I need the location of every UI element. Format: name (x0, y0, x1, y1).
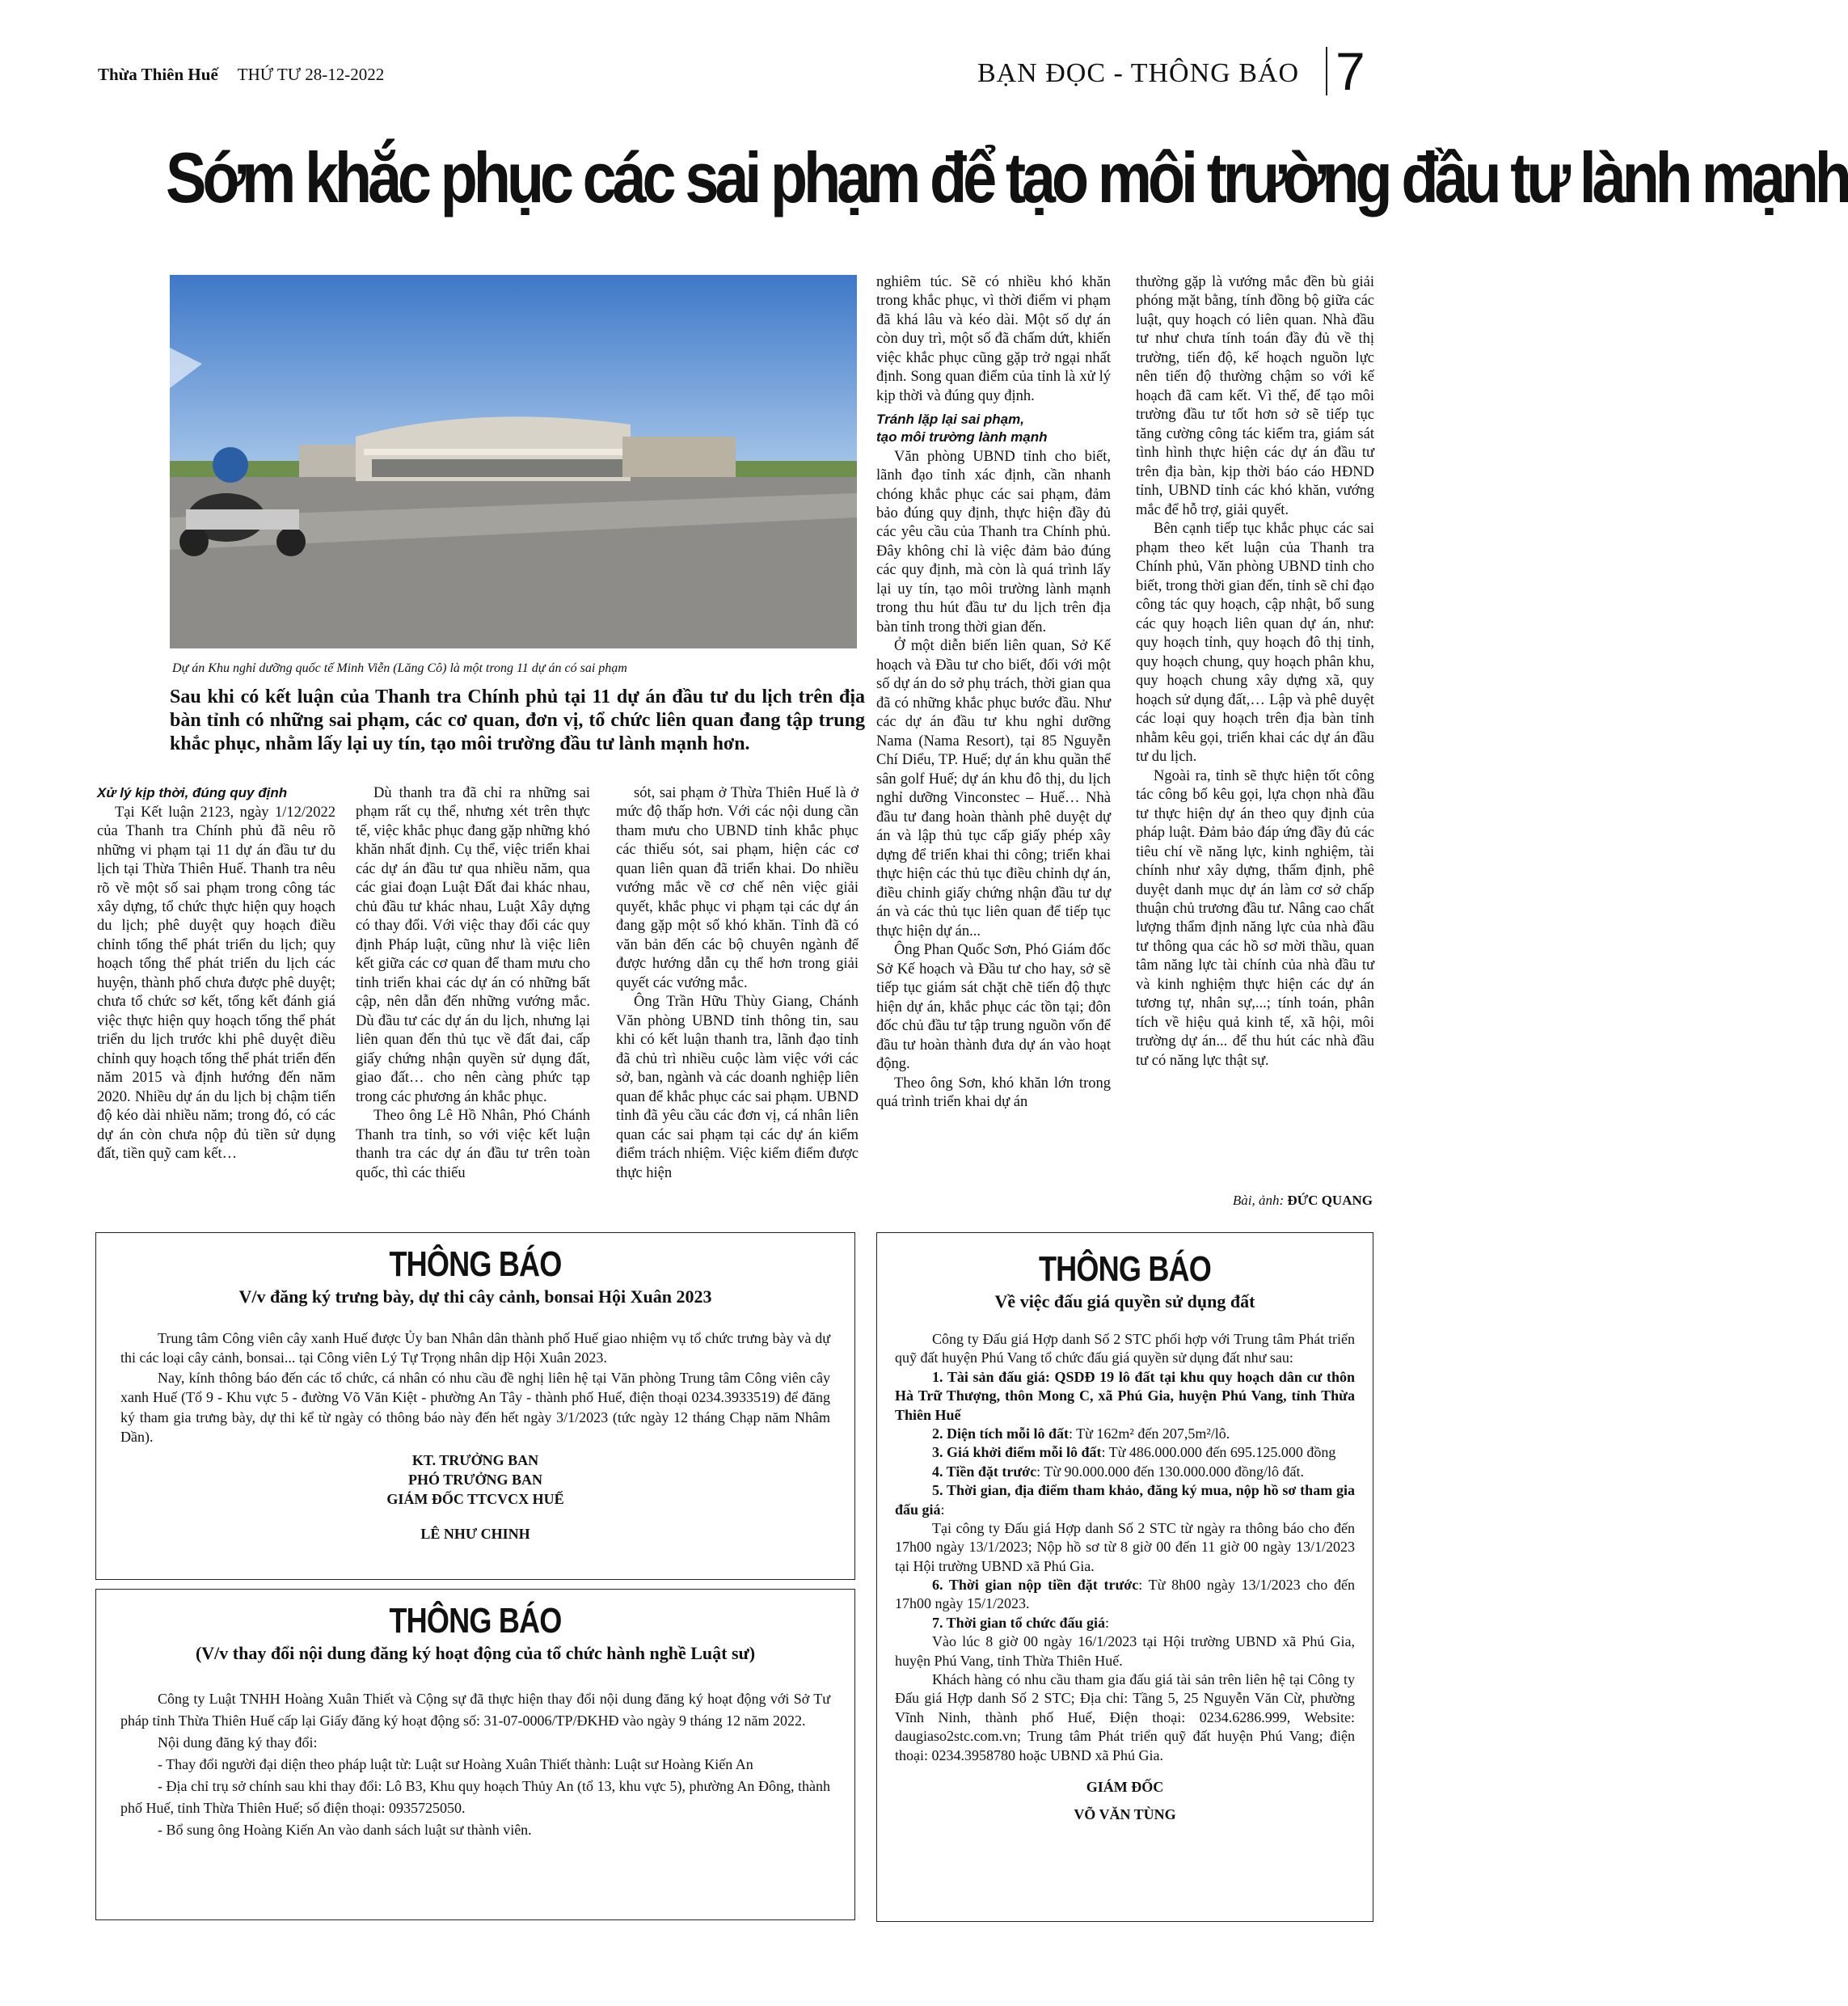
paragraph: Tại công ty Đấu giá Hợp danh Số 2 STC từ ngày ra thông báo cho đến 17h00 ngày 13/1/2023; Nộp hồ sơ từ 8 giờ 00 đến 11 giờ 00 ngày 13/1/2023 tại Hội trường UBND xã Phú Gia. (895, 1519, 1355, 1574)
notice-bonsai (95, 1232, 855, 1580)
paragraph: Bên cạnh tiếp tục khắc phục các sai phạm theo kết luận của Thanh tra Chính phủ, Văn phòng UBND tỉnh cho biết, trong thời gian đến, tỉnh sẽ chỉ đạo công tác quy hoạch, cập nhật, bổ sung các quy hoạch liên quan dự án, như: quy hoạch tỉnh, quy hoạch đô thị tỉnh, quy hoạch chung, quy hoạch phân khu, quy hoạch chung xây dựng xã, quy hoạch sử dụng đất,… Lập và phê duyệt các loại quy hoạch trên địa bàn tỉnh nhằm kêu gọi, triển khai các dự án đầu tư du lịch. (1136, 521, 1374, 766)
masthead (98, 65, 384, 85)
paragraph: Tại Kết luận 2123, ngày 1/12/2022 của Thanh tra Chính phủ đã nêu rõ những vi phạm tại 11 dự án đầu tư du lịch tại Thừa Thiên Huế. Thanh tra nêu rõ về một số sai phạm trong công tác xây dựng, tổ chức thực hiện quy hoạch du lịch; phê duyệt quy hoạch điều chỉnh tổng thể phát triển du lịch; quy hoạch tổng thể phát triển du lịch các huyện, thành phố chưa được phê duyệt; chưa tổ chức sơ kết, tổng kết đánh giá việc thực hiện quy hoạch tổng thể phát triển du lịch trước khi phê duyệt điều chỉnh quy hoạch tổng thể phát triển đến năm 2015 và định hướng đến năm 2020. Nhiều dự án du lịch bị chậm tiến độ kéo dài nhiều năm; trong đó, có các dự án còn chưa nộp đủ tiền sử dụng đất, tiền quỹ cam kết… (97, 804, 335, 1163)
notice-land-auction (876, 1232, 1373, 1922)
paragraph: Ông Trần Hữu Thùy Giang, Chánh Văn phòng UBND tỉnh thông tin, sau khi có kết luận thanh tra, lãnh đạo tỉnh đã chủ trì nhiều cuộc làm việc với các sở, ban, ngành và các doanh nghiệp liên quan để khắc phục các sai phạm. UBND tỉnh đã yêu cầu các đơn vị, cá nhân liên quan các sai phạm tại các dự án kiểm điểm trách nhiệm. Việc kiểm điểm được thực hiện (616, 994, 859, 1181)
paragraph: 5. Thời gian, địa điểm tham khảo, đăng ký mua, nộp hồ sơ tham gia đấu giá: (895, 1482, 1355, 1518)
headline: Sớm khắc phục các sai phạm để tạo môi trường đầu tư lành mạnh (166, 137, 1848, 217)
paragraph: 7. Thời gian tổ chức đấu giá: (932, 1614, 1109, 1631)
paragraph (895, 1425, 1355, 1443)
section-title: BẠN ĐỌC - THÔNG BÁO (977, 58, 1299, 88)
paper-name: Thừa Thiên Huế (98, 65, 218, 84)
item-label: 7. Thời gian tổ chức đấu giá (932, 1614, 1105, 1631)
header-divider (1326, 47, 1327, 95)
item-value: : Từ 90.000.000 đến 130.000.000 đồng/lô đất. (1036, 1463, 1305, 1480)
item-value: : Từ 8h00 ngày 13/1/2023 cho đến 17h00 ngày 15/1/2023. (895, 1577, 1355, 1612)
item-label: 3. Giá khởi điểm mỗi lô đất (932, 1444, 1102, 1461)
paragraph: Nay, kính thông báo đến các tổ chức, cá nhân có nhu cầu đề nghị liên hệ tại Văn phòng Trung tâm Công viên cây xanh Huế (Tổ 9 - Khu vực 5 - đường Võ Văn Kiệt - phường An Tây - thành phố Huế, điện thoại 0234.3933519) để đăng ký tham gia trưng bày, dự thi kể từ ngày có thông báo này đến hết ngày 3/1/2023 (tức ngày 12 tháng Chạp năm Nhâm Dần). (120, 1369, 830, 1446)
notice-body (120, 1328, 830, 1447)
article-column-1 (97, 784, 335, 1164)
signer-name: LÊ NHƯ CHINH (420, 1525, 530, 1542)
paragraph (895, 1463, 1355, 1481)
paragraph: Khách hàng có nhu cầu tham gia đấu giá tài sản trên liên hệ tại Công ty Đấu giá Hợp danh Số 2 STC; Địa chỉ: Tầng 5, 25 Nguyễn Văn Cừ, phường Vĩnh Ninh, thành phố Huế, Điện thoại: 0234.6286.999, Website: daugiaso2stc.com.vn; Trung tâm Phát triển quỹ đất huyện Phú Vang; điện thoại: 0234.3958780 hoặc UBND xã Phú Gia. (895, 1671, 1355, 1763)
paragraph (895, 1576, 1355, 1614)
signer-name: VÕ VĂN TÙNG (1074, 1806, 1176, 1823)
item-label: 6. Thời gian nộp tiền đặt trước (932, 1577, 1139, 1594)
item-value: : Từ 162m² đến 207,5m²/lô. (1069, 1425, 1230, 1442)
byline-author: ĐỨC QUANG (1287, 1193, 1373, 1208)
paragraph: Công ty Luật TNHH Hoàng Xuân Thiết và Cộng sự đã thực hiện thay đổi nội dung đăng ký hoạt động với Sở Tư pháp tỉnh Thừa Thiên Huế cấp lại Giấy đăng ký hoạt động số: 31-07-0006/TP/ĐKHĐ vào ngày 9 tháng 12 năm 2022. (120, 1691, 830, 1729)
byline (1148, 1193, 1373, 1209)
notice-title: THÔNG BÁO (1038, 1249, 1212, 1289)
item-value: : Từ 486.000.000 đến 695.125.000 đồng (1101, 1444, 1336, 1461)
signature-line: KT. TRƯỞNG BAN (411, 1451, 539, 1468)
subheading: Xử lý kịp thời, đúng quy định (97, 785, 288, 800)
paragraph: Theo ông Lê Hồ Nhân, Phó Chánh Thanh tra tỉnh, so với việc kết luận thanh tra các dự án đầu tư trên toàn quốc, thì các thiếu (356, 1108, 590, 1181)
article-column-5 (1136, 273, 1374, 1071)
paragraph: thường gặp là vướng mắc đền bù giải phóng mặt bằng, tính đồng bộ giữa các luật, quy hoạch có liên quan. Nhà đầu tư như chưa tính toán đầy đủ về thị trường, tiến độ, kế hoạch nguồn lực nên tiến độ thường chậm so với kế hoạch đã cam kết. Vì thế, để tạo môi trường đầu tư tốt hơn sở sẽ tiếp tục tăng cường công tác kiểm tra, giám sát tình hình thực hiện các dự án đầu tư trên địa bàn, kịp thời báo cáo HĐND tỉnh, UBND tỉnh các khó khăn, vướng mắc để hỗ trợ, giải quyết. (1136, 274, 1374, 518)
notice-subtitle: Về việc đấu giá quyền sử dụng đất (994, 1291, 1255, 1311)
signature-line: GIÁM ĐỐC (1086, 1778, 1164, 1795)
article-lead: Sau khi có kết luận của Thanh tra Chính phủ tại 11 dự án đầu tư du lịch trên địa bàn tỉnh có những sai phạm, các cơ quan, đơn vị, tổ chức liên quan đang tập trung khắc phục, nhằm lấy lại uy tín, tạo môi trường đầu tư lành mạnh hơn. (170, 686, 865, 754)
item-label: 4. Tiền đặt trước (932, 1463, 1037, 1480)
paragraph: Ông Phan Quốc Sơn, Phó Giám đốc Sở Kế hoạch và Đầu tư cho hay, sở sẽ tiếp tục giám sát chặt chẽ tiến độ thực hiện dự án, khắc phục các tồn tại; đôn đốc chủ đầu tư tập trung nguồn vốn để đầu tư hoàn thành đưa dự án vào hoạt động. (876, 942, 1111, 1073)
paragraph (895, 1443, 1355, 1462)
signature-line: PHÓ TRƯỞNG BAN (407, 1472, 542, 1489)
paragraph: Ngoài ra, tỉnh sẽ thực hiện tốt công tác công bố kêu gọi, lựa chọn nhà đầu tư thực hiện dự án theo quy định của pháp luật. Đảm bảo đáp ứng đầy đủ các tiêu chí về năng lực, kinh nghiệm, tài chính như xây dựng, thẩm định, phê duyệt danh mục dự án làm cơ sở chấp thuận chủ trương đầu tư. Nâng cao chất lượng thẩm định năng lực của nhà đầu tư thông qua các hồ sơ mời thầu, quan tâm năng lực tài chính của nhà đầu tư và kinh nghiệm thực hiện các dự án tương tự, nhân sự,...; tính toán, phân tích về hiệu quả kinh tế, xã hội, môi trường dự án... để thu hút các nhà đầu tư có năng lực thật sự. (1136, 767, 1374, 1069)
article-column-2 (356, 784, 590, 1183)
article-column-3 (616, 784, 859, 1183)
issue-date: THỨ TƯ 28-12-2022 (237, 65, 385, 84)
signature-line: GIÁM ĐỐC TTCVCX HUẾ (386, 1491, 564, 1508)
notice-law-firm (95, 1589, 855, 1920)
notice-subtitle: (V/v thay đổi nội dung đăng ký hoạt động của tổ chức hành nghề Luật sư) (195, 1643, 756, 1663)
notice-signature (120, 1451, 830, 1544)
paragraph: Dù thanh tra đã chỉ ra những sai phạm rất cụ thể, nhưng xét trên thực tế, việc khắc phục đang gặp những khó khăn nhất định. Cụ thể, việc triển khai các dự án đầu tư qua nhiều năm, qua các giai đoạn Luật Đất đai khác nhau, chủ đầu tư khác nhau, Luật Xây dựng có thay đổi. Với việc thay đổi các quy định Pháp luật, cũng như là việc liên kết giữa các cơ quan để tham mưu cho tỉnh triển khai các dự án có những bất cập, nên dẫn đến những vướng mắc. Dù đầu tư các dự án du lịch, nhưng lại liên quan đến thủ tục về đất đai, cấp giấy chứng nhận quyền sử dụng đất, giao đất… cho nên càng phức tạp trong các phương án khắc phục. (356, 785, 590, 1105)
subheading-line: tạo môi trường lành mạnh (876, 429, 1048, 445)
item-label: 5. Thời gian, địa điểm tham khảo, đăng ký mua, nộp hồ sơ tham gia đấu giá (895, 1482, 1355, 1518)
paragraph: Ở một diễn biến liên quan, Sở Kế hoạch và Đầu tư cho biết, đối với một số dự án do sở phụ trách, thời gian qua đã có những khắc phục bước đầu. Như các dự án đầu tư khu nghỉ dưỡng Nama (Nama Resort), tại 85 Nguyễn Chí Diểu, TP. Huế; dự án khu quần thể sân golf Huế; dự án khu đô thị, du lịch nghỉ dưỡng Vinconstec – Huế… Nhà đầu tư đang hoàn thành phê duyệt dự án và lập thủ tục cấp giấy phép xây dựng để triển khai thi công; triển khai thực hiện các thủ tục điều chỉnh dự án, điều chỉnh giấy chứng nhận đầu tư dự án và các thủ tục liên quan để tiếp tục thực hiện dự án... (876, 638, 1111, 940)
page-number: 7 (1335, 41, 1365, 101)
notice-body (895, 1330, 1355, 1765)
notice-signature (895, 1773, 1355, 1828)
notice-body (120, 1688, 830, 1841)
paragraph: 1. Tài sản đấu giá: QSDĐ 19 lô đất tại khu quy hoạch dân cư thôn Hà Trữ Thượng, thôn Mong C, xã Phú Gia, huyện Phú Vang, tỉnh Thừa Thiên Huế (895, 1368, 1355, 1423)
photo-caption: Dự án Khu nghỉ dưỡng quốc tế Minh Viễn (Lăng Cô) là một trong 11 dự án có sai phạm (172, 661, 627, 675)
subheading (876, 411, 1111, 446)
paragraph: nghiêm túc. Sẽ có nhiều khó khăn trong khắc phục, vì thời điểm vi phạm đã khá lâu và kéo dài. Một số dự án còn duy trì, một số đã chấm dứt, khiến việc khắc phục cũng gặp trở ngại nhất định. Song quan điểm của tỉnh là xử lý kịp thời và đúng quy định. (876, 274, 1111, 404)
paragraph: Văn phòng UBND tỉnh cho biết, lãnh đạo tỉnh xác định, cần nhanh chóng khắc phục các sai phạm, đảm bảo đúng quy định, thực hiện đầy đủ các yêu cầu của Thanh tra Chính phủ. Đây không chỉ là việc đảm bảo đúng các quy định, mà còn là quá trình lấy lại uy tín, tạo môi trường lành mạnh trong thu hút đầu tư du lịch trên địa bàn tỉnh trong thời gian đến. (876, 448, 1111, 636)
paragraph: - Thay đổi người đại diện theo pháp luật từ: Luật sư Hoàng Xuân Thiết thành: Luật sư Hoàng Kiến An (158, 1756, 753, 1772)
paragraph: Trung tâm Công viên cây xanh Huế được Ủy ban Nhân dân thành phố Huế giao nhiệm vụ tổ chức trưng bày và dự thi các loại cây cảnh, bonsai... tại Công viên Lý Tự Trọng nhân dịp Hội Xuân 2023. (120, 1330, 830, 1366)
paragraph: Nội dung đăng ký thay đổi: (158, 1734, 318, 1750)
notice-subtitle: V/v đăng ký trưng bày, dự thi cây cảnh, bonsai Hội Xuân 2023 (238, 1286, 712, 1307)
item-label: 2. Diện tích mỗi lô đất (932, 1425, 1069, 1442)
article-photo (170, 275, 857, 648)
paragraph: - Địa chỉ trụ sở chính sau khi thay đổi: Lô B3, Khu quy hoạch Thủy An (tổ 13, khu vực 5), phường An Đông, thành phố Huế, tỉnh Thừa Thiên Huế; số điện thoại: 0935725050. (120, 1778, 830, 1816)
article-column-4 (876, 273, 1111, 1113)
byline-label: Bài, ảnh: (1232, 1193, 1285, 1208)
paragraph: Vào lúc 8 giờ 00 ngày 16/1/2023 tại Hội trường UBND xã Phú Gia, huyện Phú Vang, tỉnh Thừa Thiên Huế. (895, 1633, 1355, 1669)
paragraph: sót, sai phạm ở Thừa Thiên Huế là ở mức độ thấp hơn. Với các nội dung cần tham mưu cho UBND tỉnh khắc phục các thiếu sót, sai phạm, hiện các cơ quan liên quan đã triển khai. Do nhiều vướng mắc về cơ chế nên việc giải quyết, khắc phục vi phạm tại các dự án đang gặp một số khó khăn. Tỉnh đã có văn bản đến các bộ chuyên ngành để được hướng dẫn cụ thể hơn trong giải quyết các vướng mắc. (616, 785, 859, 991)
subheading-line: Tránh lặp lại sai phạm, (876, 412, 1024, 428)
paragraph: Công ty Đấu giá Hợp danh Số 2 STC phối hợp với Trung tâm Phát triển quỹ đất huyện Phú Vang tổ chức đấu giá quyền sử dụng đất như sau: (895, 1331, 1355, 1366)
paragraph: Theo ông Sơn, khó khăn lớn trong quá trình triển khai dự án (876, 1075, 1111, 1111)
paragraph: - Bổ sung ông Hoàng Kiến An vào danh sách luật sư thành viên. (158, 1822, 532, 1838)
notice-title: THÔNG BÁO (389, 1244, 562, 1284)
notice-title: THÔNG BÁO (389, 1601, 562, 1641)
